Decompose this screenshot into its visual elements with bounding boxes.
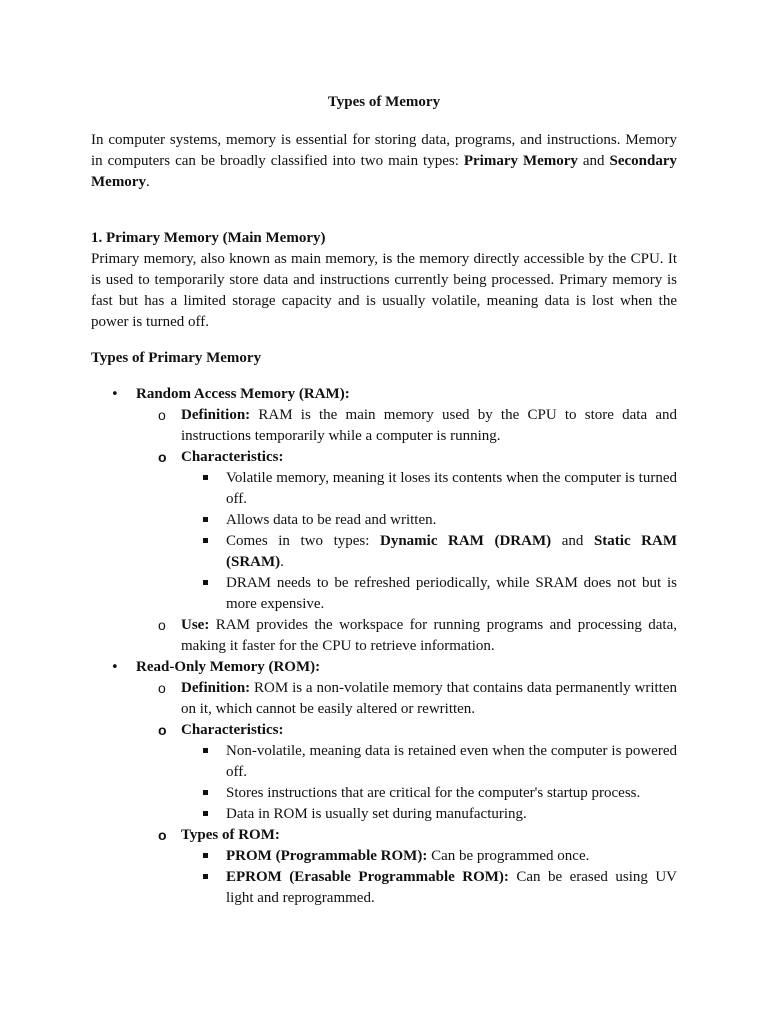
ram-use-label: Use: [181,617,210,633]
ram-definition-label: Definition: [181,407,251,423]
ram-char-2: Allows data to be read and written. [226,512,437,528]
intro-text-3: . [145,174,150,190]
ram-characteristics-list [181,468,677,615]
bullet-icon: • [111,387,119,402]
ram-use-text: RAM provides the workspace for running programs and processing data, making it faster for the CPU to retrieve information. [181,617,677,654]
rom-title: Read-Only Memory (ROM): [136,659,321,675]
list-item [181,468,677,510]
ram-char-3-pre: Comes in two types: [226,533,380,549]
rom-definition-label: Definition: [181,680,251,696]
ram-char-3-post: . [280,554,284,570]
document-title: Types of Memory [327,94,441,110]
rom-characteristics [136,720,677,825]
list-item-rom [91,657,677,909]
square-bullet-icon [203,517,208,522]
list-item [181,804,677,825]
hollow-bullet-icon: o [158,407,166,423]
hollow-bullet-icon: o [158,722,167,738]
rom-char-1: Non-volatile, meaning data is retained even when the computer is powered off. [226,743,677,780]
ram-sublist [136,405,677,657]
rom-types [136,825,677,909]
intro-text-1: In computer systems, memory is essential for storing data, programs, and instructions. Memory in computers can be broadly classified into two main types: [91,132,677,169]
square-bullet-icon [203,580,208,585]
rom-definition [136,678,677,720]
ram-char-3-sram: Static RAM (SRAM) [226,533,677,570]
list-item-ram [91,384,677,657]
list-item [181,846,677,867]
rom-sublist [136,678,677,909]
intro-paragraph [91,130,677,193]
ram-char-4: DRAM needs to be refreshed periodically, while SRAM does not but is more expensive. [226,575,677,612]
square-bullet-icon [203,874,208,879]
eprom-label: EPROM (Erasable Programmable ROM): [226,869,509,885]
list-item [181,531,677,573]
list-item [181,867,677,909]
ram-definition [136,405,677,447]
intro-bold-secondary: Secondary Memory [91,153,677,190]
square-bullet-icon [203,538,208,543]
rom-char-3: Data in ROM is usually set during manufacturing. [226,806,527,822]
hollow-bullet-icon: o [158,827,167,843]
rom-definition-text: ROM is a non-volatile memory that contains data permanently written on it, which cannot be easily altered or rewritten. [181,680,677,717]
hollow-bullet-icon: o [158,617,166,633]
rom-characteristics-list [181,741,677,825]
rom-types-list [181,846,677,909]
intro-text-2: and [577,153,610,169]
ram-char-3-mid: and [551,533,594,549]
ram-definition-text: RAM is the main memory used by the CPU to store data and instructions temporarily while a computer is running. [181,407,677,444]
list-item [181,783,677,804]
primary-memory-list [91,384,677,909]
list-item [181,573,677,615]
ram-use [136,615,677,657]
subheading-types-primary-memory: Types of Primary Memory [91,350,262,366]
ram-char-3-dram: Dynamic RAM (DRAM) [379,533,552,549]
section-body-primary-memory: Primary memory, also known as main memory, is the memory directly accessible by the CPU. It is used to temporarily store data and instructions currently being processed. Primary memory is fast but has a limited storage capacity and is usually volatile, meaning data is lost when the power is turned off. [91,251,677,330]
rom-types-label: Types of ROM: [181,827,280,843]
ram-characteristics-label: Characteristics: [181,449,284,465]
intro-bold-primary: Primary Memory [463,153,578,169]
bullet-icon: • [111,660,119,675]
list-item [181,510,677,531]
square-bullet-icon [203,790,208,795]
ram-char-1: Volatile memory, meaning it loses its contents when the computer is turned off. [226,470,677,507]
eprom-text: Can be erased using UV light and reprogrammed. [226,869,677,906]
ram-characteristics [136,447,677,615]
square-bullet-icon [203,748,208,753]
hollow-bullet-icon: o [158,449,167,465]
square-bullet-icon [203,811,208,816]
hollow-bullet-icon: o [158,680,166,696]
ram-title: Random Access Memory (RAM): [136,386,350,402]
square-bullet-icon [203,475,208,480]
prom-label: PROM (Programmable ROM): [226,848,428,864]
rom-characteristics-label: Characteristics: [181,722,284,738]
square-bullet-icon [203,853,208,858]
prom-text: Can be programmed once. [427,848,590,864]
section-heading-primary-memory: 1. Primary Memory (Main Memory) [91,230,326,246]
list-item [181,741,677,783]
rom-char-2: Stores instructions that are critical for the computer's startup process. [226,785,641,801]
